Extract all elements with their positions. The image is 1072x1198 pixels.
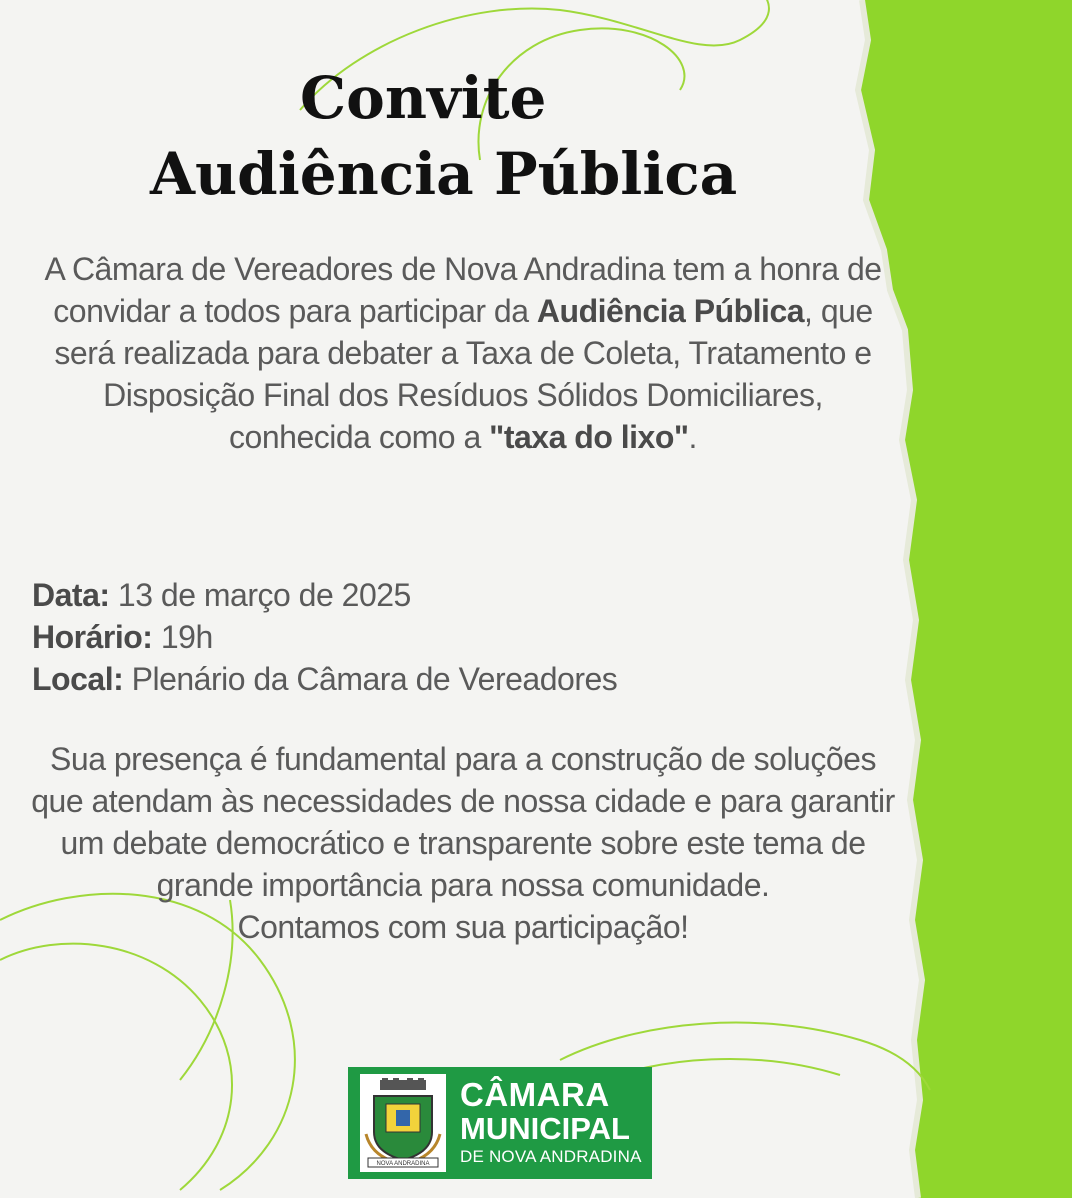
place-label: Local:	[32, 661, 124, 697]
time-row	[32, 616, 862, 658]
intro-text-part1: A Câmara de Vereadores de Nova Andradina tem a honra de convidar a todos para participar da	[44, 251, 882, 329]
chamber-logo-text	[460, 1078, 642, 1168]
intro-text-part3: .	[688, 419, 697, 455]
place-row	[32, 658, 862, 700]
logo-line-camara: CÂMARA	[460, 1076, 610, 1113]
closing-section	[30, 738, 896, 948]
closing-thanks: Contamos com sua participação!	[237, 909, 689, 945]
logo-line-city: DE NOVA ANDRADINA	[460, 1147, 642, 1166]
title-line-invitation: Convite	[300, 64, 547, 132]
logo-line-municipal: MUNICIPAL	[460, 1111, 630, 1146]
title-line-public-hearing: Audiência Pública	[150, 140, 738, 208]
emblem-ribbon-text: NOVA ANDRADINA	[376, 1161, 430, 1167]
time-value: 19h	[152, 619, 213, 655]
intro-paragraph	[30, 248, 896, 458]
intro-text-part2: , que será realizada para debater a Taxa de Coleta, Tratamento e Disposição Final dos Resíduos Sólidos Domiciliares, conhecida como a	[54, 293, 873, 455]
time-label: Horário:	[32, 619, 153, 655]
page-title	[150, 60, 770, 212]
date-row	[32, 574, 862, 616]
intro-bold-public-hearing: Audiência Pública	[536, 293, 805, 329]
event-details	[32, 574, 862, 700]
closing-paragraph: Sua presença é fundamental para a construção de soluções que atendam às necessidades de nossa cidade e para garantir um debate democrático e transparente sobre este tema de grande importância para nossa comunidade.	[31, 741, 895, 903]
date-label: Data:	[32, 577, 110, 613]
intro-bold-garbage-tax: "taxa do lixo"	[489, 419, 689, 455]
chamber-logo	[348, 1067, 652, 1179]
coat-of-arms-icon	[360, 1074, 446, 1172]
place-value: Plenário da Câmara de Vereadores	[123, 661, 618, 697]
date-value: 13 de março de 2025	[109, 577, 411, 613]
